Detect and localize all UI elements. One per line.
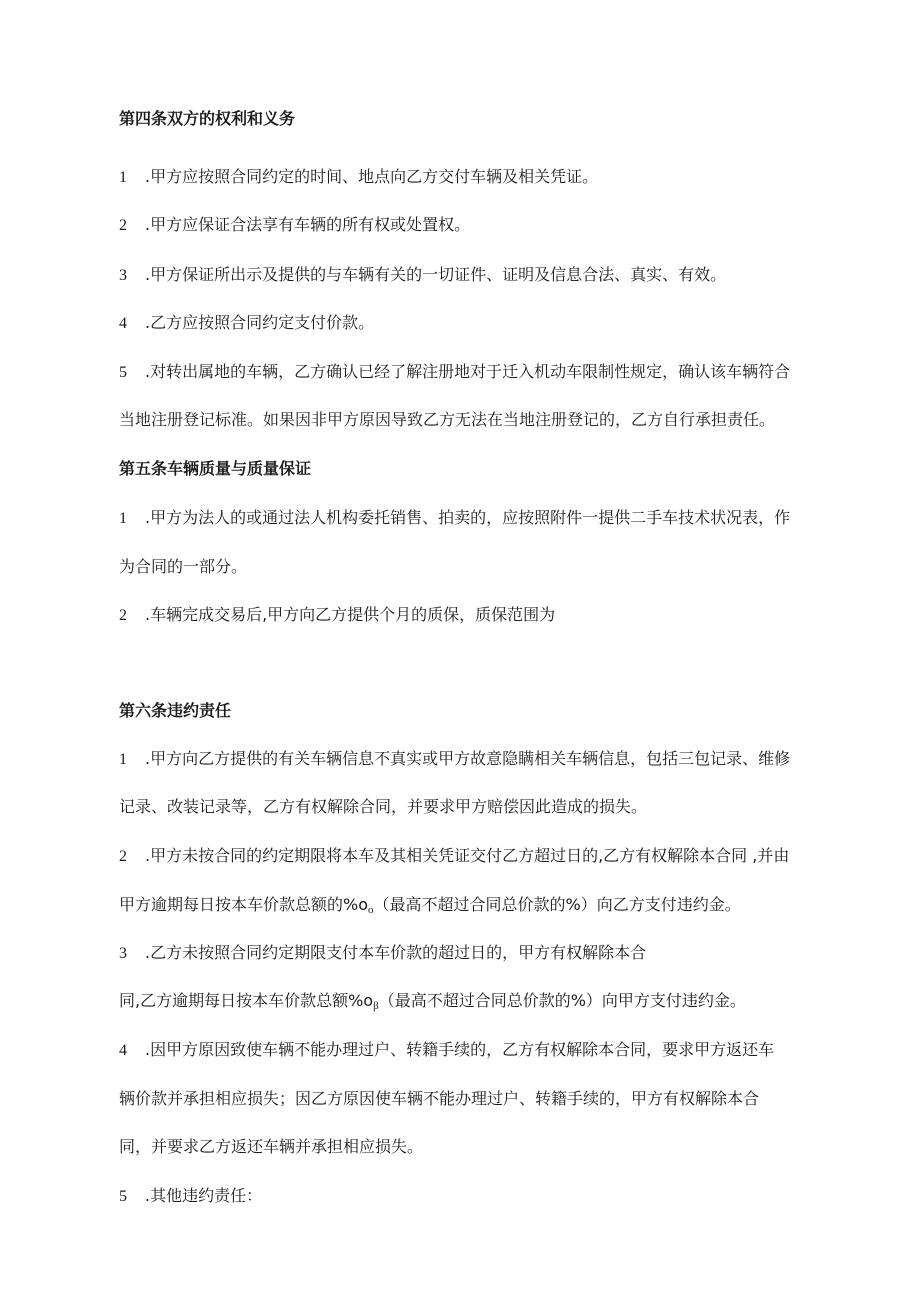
item-number: 4 — [119, 1042, 127, 1059]
item-number: 1 — [119, 169, 127, 186]
item-text: 同,乙方逾期每日按本车价款总额%o — [119, 991, 374, 1010]
article-4-item-4 — [119, 313, 374, 334]
item-number: 5 — [119, 1188, 127, 1205]
item-number: 2 — [119, 848, 127, 865]
item-number: 4 — [119, 315, 127, 332]
article-6-item-4-continued: 辆价款并承担相应损失；因乙方原因使车辆不能办理过户、转籍手续的，甲方有权解除本合 — [119, 1089, 760, 1108]
article-6-item-3 — [119, 943, 646, 964]
article-6-item-3-continued — [119, 991, 746, 1016]
item-number: 1 — [119, 751, 127, 768]
article-4-item-2 — [119, 215, 470, 236]
item-text: .甲方应保证合法享有车辆的所有权或处置权。 — [145, 215, 471, 234]
item-text: .甲方保证所出示及提供的与车辆有关的一切证件、证明及信息合法、真实、有效。 — [145, 265, 727, 284]
item-number: 2 — [119, 607, 127, 624]
article-5-item-2 — [119, 605, 555, 626]
article-6-item-1-continued: 记录、改装记录等，乙方有权解除合同，并要求甲方赔偿因此造成的损失。 — [119, 797, 648, 816]
item-number: 1 — [119, 510, 127, 527]
article-5-item-1 — [119, 508, 790, 529]
item-text: .甲方为法人的或通过法人机构委托销售、拍卖的，应按照附件一提供二手车技术状况表，作 — [145, 508, 791, 527]
article-6-heading: 第六条违约责任 — [119, 701, 232, 720]
article-5-item-1-continued: 为合同的一部分。 — [119, 557, 248, 576]
subscript-mark: o — [368, 904, 374, 916]
article-4-heading: 第四条双方的权利和义务 — [119, 109, 296, 128]
item-text: .对转出属地的车辆，乙方确认已经了解注册地对于迁入机动车限制性规定，确认该车辆符合 — [145, 362, 791, 381]
article-6-item-4-continued-2: 同，并要求乙方返还车辆并承担相应损失。 — [119, 1137, 424, 1156]
item-text: .乙方应按照合同约定支付价款。 — [145, 313, 375, 332]
item-text: （最高不超过合同总价款的%）向乙方支付违约金。 — [373, 895, 741, 914]
item-number: 3 — [119, 945, 127, 962]
article-6-item-2 — [119, 846, 789, 867]
article-4-item-3 — [119, 265, 726, 286]
article-5-heading: 第五条车辆质量与质量保证 — [119, 459, 312, 478]
article-6-item-5 — [119, 1186, 262, 1207]
article-4-item-5-continued: 当地注册登记标准。如果因非甲方原因导致乙方无法在当地注册登记的，乙方自行承担责任。 — [119, 410, 776, 429]
article-4-item-5 — [119, 362, 790, 383]
article-4-item-1 — [119, 167, 598, 188]
item-number: 5 — [119, 364, 127, 381]
article-6-item-1 — [119, 749, 790, 770]
item-text: .甲方应按照合同约定的时间、地点向乙方交付车辆及相关凭证。 — [145, 167, 599, 186]
item-text: .乙方未按照合同约定期限支付本车价款的超过日的，甲方有权解除本合 — [145, 943, 647, 962]
item-text: （最高不超过合同总价款的%）向甲方支付违约金。 — [378, 991, 746, 1010]
item-text: .车辆完成交易后,甲方向乙方提供个月的质保，质保范围为 — [145, 605, 556, 624]
item-text: .甲方向乙方提供的有关车辆信息不真实或甲方故意隐瞒相关车辆信息，包括三包记录、维修 — [145, 749, 791, 768]
item-text: .因甲方原因致使车辆不能办理过户、转籍手续的，乙方有权解除本合同，要求甲方返还车 — [145, 1040, 775, 1059]
subscript-mark: β — [373, 1000, 379, 1012]
article-6-item-4 — [119, 1040, 774, 1061]
item-number: 2 — [119, 217, 127, 234]
item-text: 甲方逾期每日按本车价款总额的%o — [119, 895, 368, 914]
item-number: 3 — [119, 267, 127, 284]
item-text: .其他违约责任： — [145, 1186, 263, 1205]
item-text: .甲方未按合同的约定期限将本车及其相关凭证交付乙方超过日的,乙方有权解除本合同 ,并由 — [145, 846, 790, 865]
article-6-item-2-continued — [119, 895, 741, 920]
